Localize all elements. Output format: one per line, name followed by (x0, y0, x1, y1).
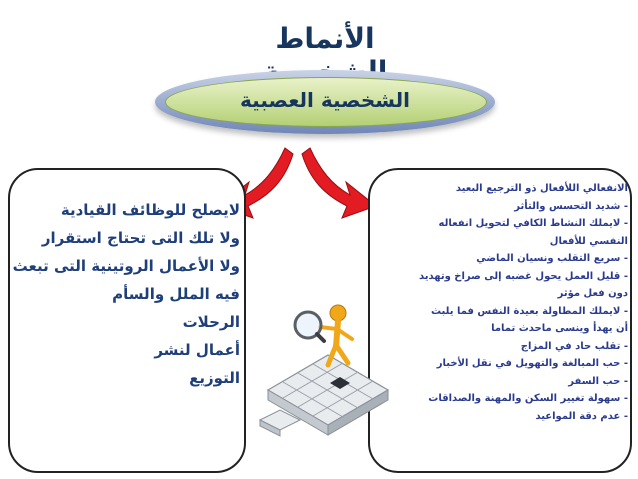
right-bullet: - قليل العمل يحول غضبه إلى صراخ وتهديد (374, 268, 628, 286)
right-bullet: - لايملك النشاط الكافي لتحويل انفعاله (374, 215, 628, 233)
figure-with-magnifier (295, 305, 352, 365)
left-line: التوزيع (189, 369, 240, 387)
right-panel-text (374, 180, 628, 425)
left-line: أعمال لنشر (154, 341, 240, 359)
right-bullet: - حب المبالغة والتهويل في نقل الأخبار (374, 355, 628, 373)
right-line: النفسي للأفعال (549, 235, 628, 247)
left-line: الرحلات (182, 313, 240, 331)
right-bullet: - حب السفر (374, 373, 628, 391)
right-line: الانفعالي اللأفعال ذو الترجيع البعيد (455, 183, 628, 194)
right-bullet: - سهولة تغيير السكن والمهنة والصداقات (374, 390, 628, 408)
right-line: دون فعل مؤثر (557, 288, 628, 299)
subtitle-oval (155, 70, 495, 140)
right-bullet: - شديد التحسس والتأثر (374, 198, 628, 216)
right-bullet: - عدم دقة المواعيد (374, 408, 628, 426)
left-line: ولا تلك التى تحتاج استقرار (41, 229, 240, 247)
page-title: الأنماط (275, 22, 375, 55)
puzzle-magnifier-illustration (258, 295, 393, 445)
left-line: لايصلح للوظائف القيادية (60, 201, 240, 219)
left-line: فيه الملل والسأم (112, 285, 240, 303)
right-bullet: - سريع التقلب ونسيان الماضي (374, 250, 628, 268)
right-bullet: - لايملك المطاولة بعيدة النفس فما يلبث (374, 303, 628, 321)
right-line: أن يهدأ وينسى ماحدث تماما (491, 323, 628, 334)
right-bullet: - تقلب حاد في المزاج (374, 338, 628, 356)
subtitle-label: الشخصية العصبية (240, 88, 410, 112)
left-line: ولا الأعمال الروتينية التى تبعث (12, 257, 240, 275)
left-panel-text (14, 196, 240, 392)
